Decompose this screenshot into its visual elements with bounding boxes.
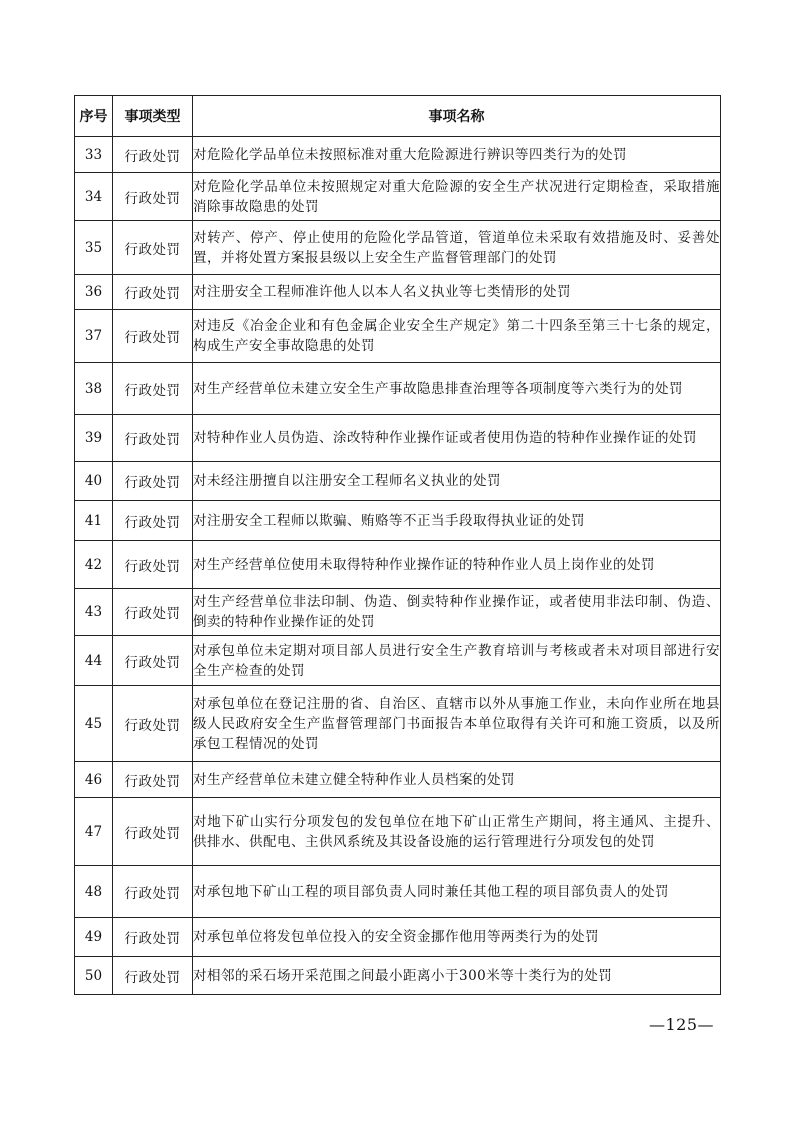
row-no: 37 — [75, 310, 113, 363]
table-row — [75, 686, 721, 762]
row-no: 44 — [75, 636, 113, 686]
row-no: 40 — [75, 462, 113, 501]
page-number: —125— — [649, 1015, 715, 1034]
header-name: 事项名称 — [193, 96, 721, 137]
row-no: 41 — [75, 501, 113, 541]
row-no: 38 — [75, 363, 113, 415]
row-type: 行政处罚 — [113, 363, 193, 415]
row-type: 行政处罚 — [113, 462, 193, 501]
table-row — [75, 173, 721, 221]
row-name: 对未经注册擅自以注册安全工程师名义执业的处罚 — [193, 462, 721, 501]
row-name: 对注册安全工程师准许他人以本人名义执业等七类情形的处罚 — [193, 275, 721, 310]
table-row — [75, 541, 721, 589]
row-type: 行政处罚 — [113, 762, 193, 798]
table-header-row — [75, 96, 721, 137]
row-name: 对承包单位在登记注册的省、自治区、直辖市以外从事施工作业，未向作业所在地县级人民政府安全生产监督管理部门书面报告本单位取得有关许可和施工资质，以及所承包工程情况的处罚 — [193, 686, 721, 762]
row-no: 50 — [75, 957, 113, 995]
row-type: 行政处罚 — [113, 415, 193, 462]
row-name: 对转产、停产、停止使用的危险化学品管道，管道单位未采取有效措施及时、妥善处置，并将处置方案报县级以上安全生产监督管理部门的处罚 — [193, 221, 721, 275]
table-row — [75, 918, 721, 957]
row-no: 36 — [75, 275, 113, 310]
row-no: 45 — [75, 686, 113, 762]
table-row — [75, 462, 721, 501]
row-name: 对生产经营单位非法印制、伪造、倒卖特种作业操作证，或者使用非法印制、伪造、倒卖的特种作业操作证的处罚 — [193, 589, 721, 636]
row-name: 对承包单位将发包单位投入的安全资金挪作他用等两类行为的处罚 — [193, 918, 721, 957]
row-no: 48 — [75, 866, 113, 918]
row-type: 行政处罚 — [113, 541, 193, 589]
row-no: 42 — [75, 541, 113, 589]
row-type: 行政处罚 — [113, 501, 193, 541]
row-type: 行政处罚 — [113, 798, 193, 866]
table-row — [75, 275, 721, 310]
table-row — [75, 636, 721, 686]
row-name: 对危险化学品单位未按照规定对重大危险源的安全生产状况进行定期检查，采取措施消除事故隐患的处罚 — [193, 173, 721, 221]
row-no: 34 — [75, 173, 113, 221]
row-no: 39 — [75, 415, 113, 462]
table-row — [75, 310, 721, 363]
table-row — [75, 762, 721, 798]
row-type: 行政处罚 — [113, 918, 193, 957]
table-row — [75, 221, 721, 275]
row-name: 对承包单位未定期对项目部人员进行安全生产教育培训与考核或者未对项目部进行安全生产检查的处罚 — [193, 636, 721, 686]
row-type: 行政处罚 — [113, 137, 193, 173]
header-no: 序号 — [75, 96, 113, 137]
row-no: 35 — [75, 221, 113, 275]
row-name: 对危险化学品单位未按照标准对重大危险源进行辨识等四类行为的处罚 — [193, 137, 721, 173]
row-no: 47 — [75, 798, 113, 866]
row-type: 行政处罚 — [113, 310, 193, 363]
row-name: 对地下矿山实行分项发包的发包单位在地下矿山正常生产期间，将主通风、主提升、供排水、供配电、主供风系统及其设备设施的运行管理进行分项发包的处罚 — [193, 798, 721, 866]
row-type: 行政处罚 — [113, 221, 193, 275]
row-type: 行政处罚 — [113, 275, 193, 310]
row-name: 对注册安全工程师以欺骗、贿赂等不正当手段取得执业证的处罚 — [193, 501, 721, 541]
row-name: 对特种作业人员伪造、涂改特种作业操作证或者使用伪造的特种作业操作证的处罚 — [193, 415, 721, 462]
table-row — [75, 798, 721, 866]
row-type: 行政处罚 — [113, 636, 193, 686]
table-row — [75, 589, 721, 636]
row-type: 行政处罚 — [113, 957, 193, 995]
table-row — [75, 957, 721, 995]
table-row — [75, 501, 721, 541]
items-table — [74, 95, 721, 995]
header-type: 事项类型 — [113, 96, 193, 137]
row-name: 对生产经营单位未建立安全生产事故隐患排查治理等各项制度等六类行为的处罚 — [193, 363, 721, 415]
row-type: 行政处罚 — [113, 686, 193, 762]
row-name: 对违反《冶金企业和有色金属企业安全生产规定》第二十四条至第三十七条的规定，构成生产安全事故隐患的处罚 — [193, 310, 721, 363]
table-row — [75, 137, 721, 173]
table-row — [75, 415, 721, 462]
row-type: 行政处罚 — [113, 173, 193, 221]
row-type: 行政处罚 — [113, 589, 193, 636]
row-name: 对生产经营单位未建立健全特种作业人员档案的处罚 — [193, 762, 721, 798]
table-row — [75, 363, 721, 415]
row-name: 对生产经营单位使用未取得特种作业操作证的特种作业人员上岗作业的处罚 — [193, 541, 721, 589]
row-type: 行政处罚 — [113, 866, 193, 918]
row-name: 对承包地下矿山工程的项目部负责人同时兼任其他工程的项目部负责人的处罚 — [193, 866, 721, 918]
row-no: 33 — [75, 137, 113, 173]
row-no: 49 — [75, 918, 113, 957]
row-name: 对相邻的采石场开采范围之间最小距离小于300米等十类行为的处罚 — [193, 957, 721, 995]
row-no: 46 — [75, 762, 113, 798]
row-no: 43 — [75, 589, 113, 636]
table-row — [75, 866, 721, 918]
